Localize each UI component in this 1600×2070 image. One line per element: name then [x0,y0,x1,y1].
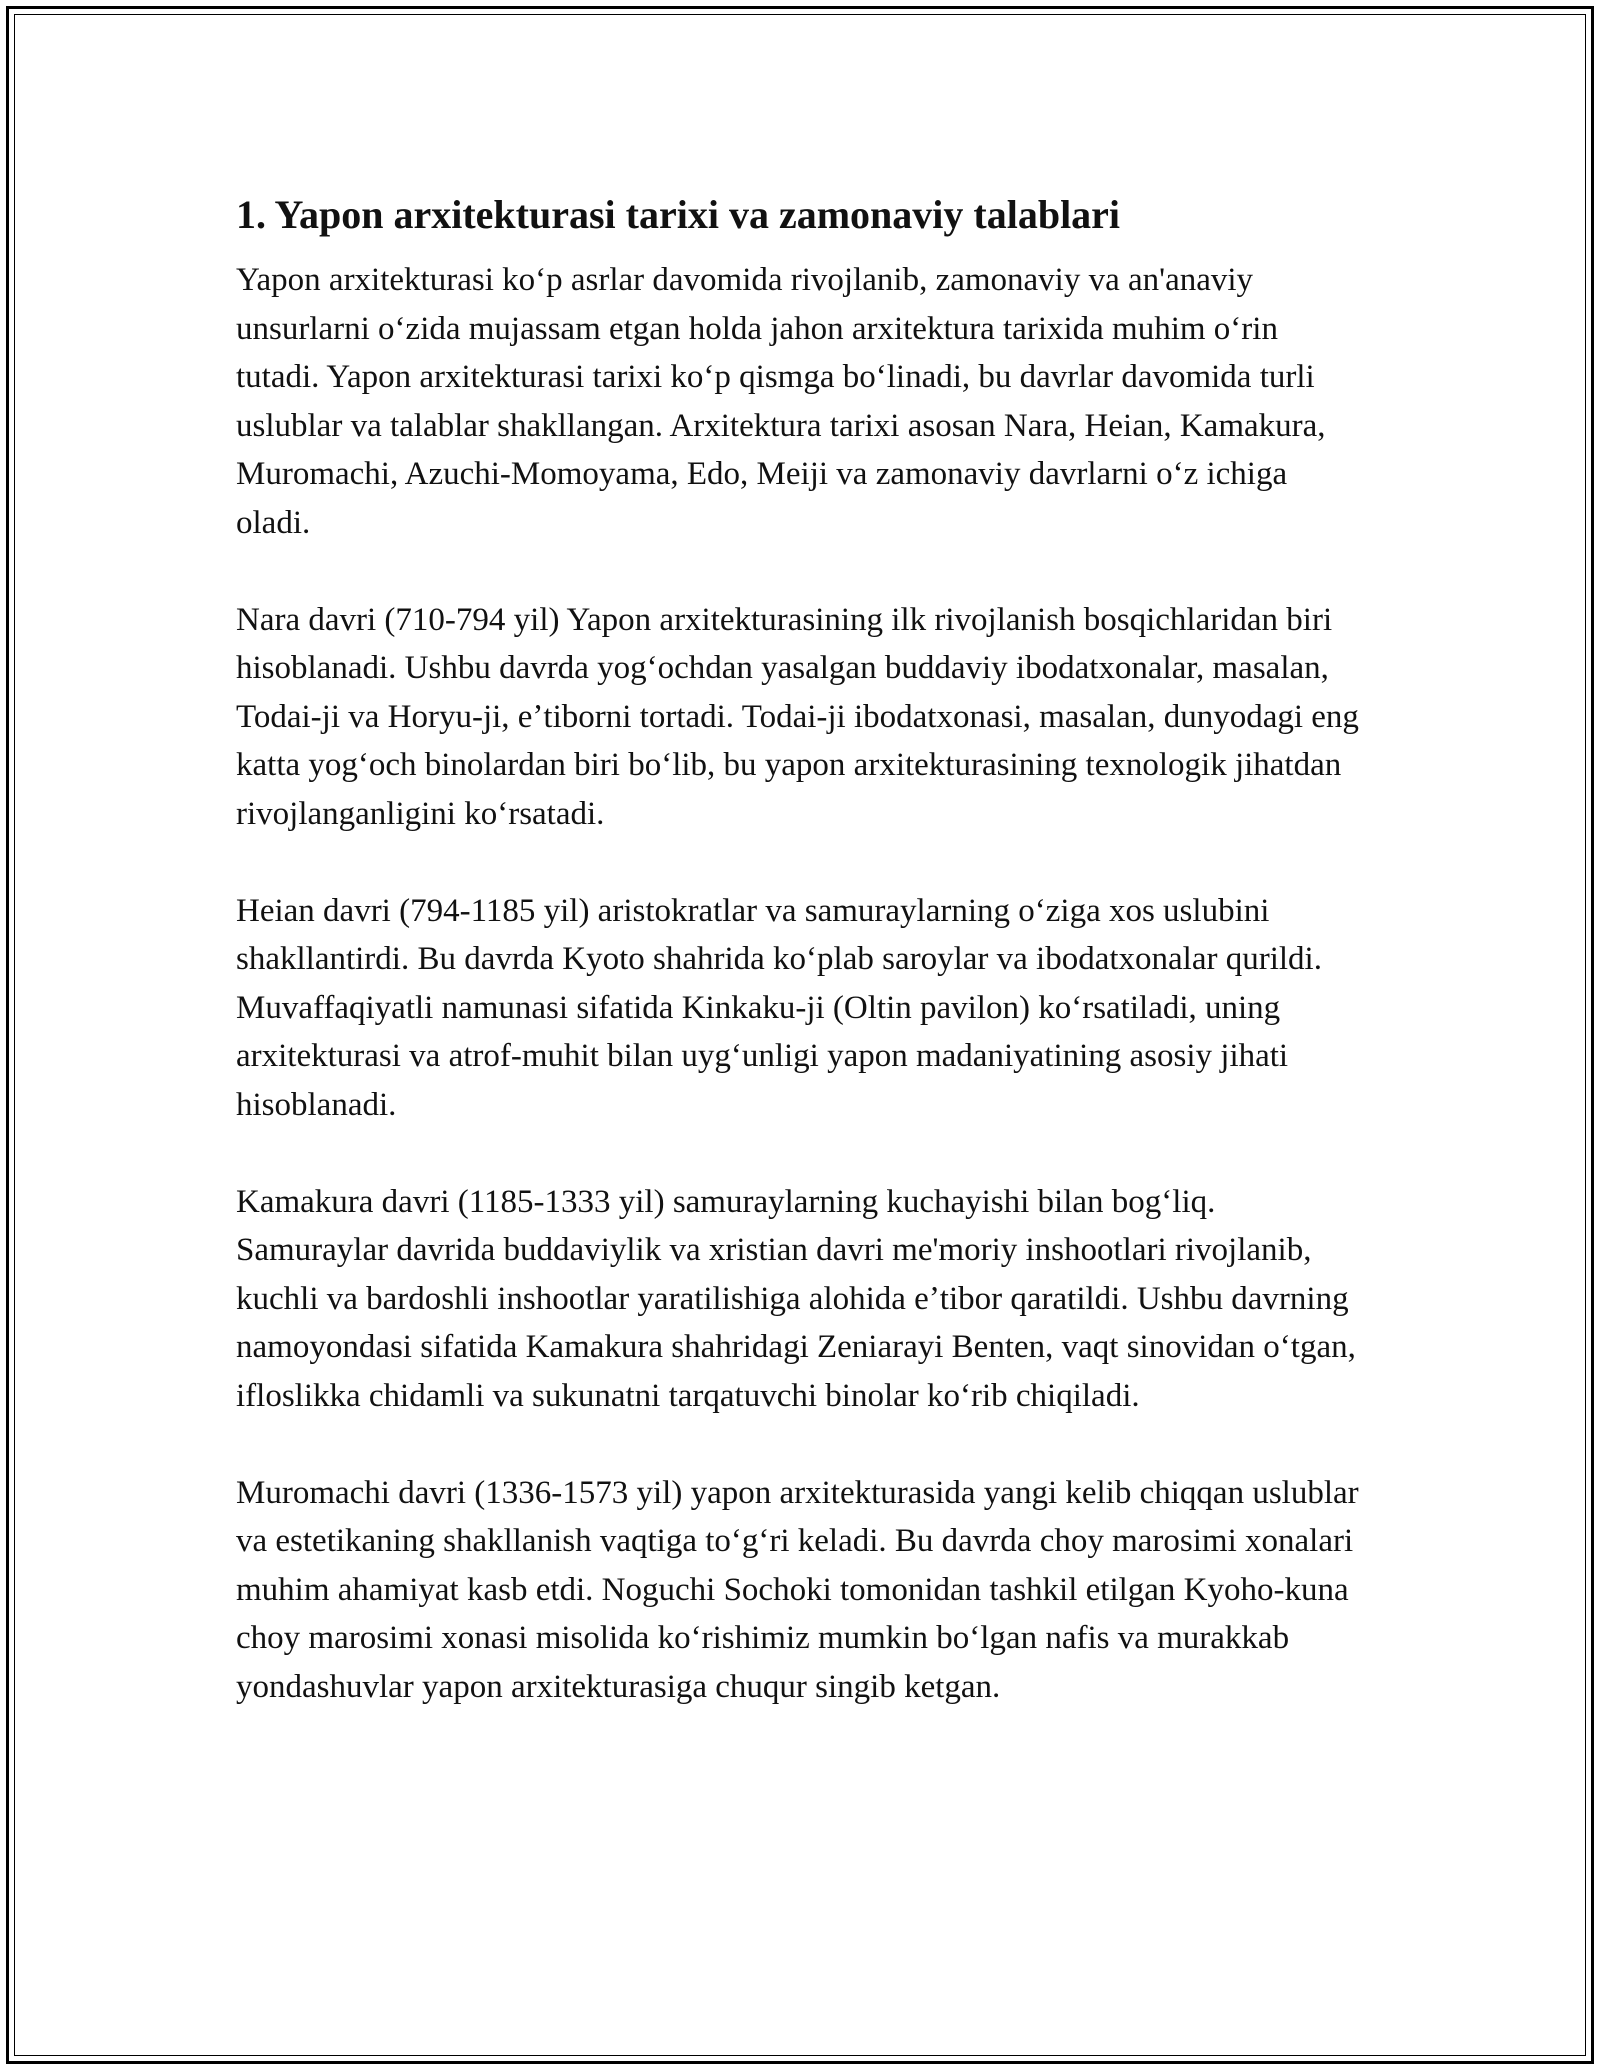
paragraph-nara: Nara davri (710-794 yil) Yapon arxitekturasining ilk rivojlanish bosqichlaridan biri hisoblanadi. Ushbu davrda yogʻochdan yasalgan buddaviy ibodatxonalar, masalan, Todai-ji va Horyu-ji, eʼtiborni tortadi. Todai-ji ibodatxonasi, masalan, dunyodagi eng katta yogʻoch binolardan biri boʻlib, bu yapon arxitekturasining texnologik jihatdan rivojlanganligini koʻrsatadi. [236,601,1359,832]
section-heading: 1. Yapon arxitekturasi tarixi va zamonaviy talablari [236,192,1121,237]
document-body [236,190,1366,1760]
paragraph-muromachi: Muromachi davri (1336-1573 yil) yapon arxitekturasida yangi kelib chiqqan uslublar va estetikaning shakllanish vaqtiga toʻgʻri keladi. Bu davrda choy marosimi xonalari muhim ahamiyat kasb etdi. Noguchi Sochoki tomonidan tashkil etilgan Kyoho-kuna choy marosimi xonasi misolida koʻrishimiz mumkin boʻlgan nafis va murakkab yondashuvlar yapon arxitekturasiga chuqur singib ketgan. [236,1474,1359,1705]
paragraph-heian: Heian davri (794-1185 yil) aristokratlar va samuraylarning oʻziga xos uslubini shakllantirdi. Bu davrda Kyoto shahrida koʻplab saroylar va ibodatxonalar qurildi. Muvaffaqiyatli namunasi sifatida Kinkaku-ji (Oltin pavilon) koʻrsatiladi, uning arxitekturasi va atrof-muhit bilan uygʻunligi yapon madaniyatining asosiy jihati hisoblanadi. [236,892,1322,1123]
paragraph-intro: Yapon arxitekturasi koʻp asrlar davomida rivojlanib, zamonaviy va an'anaviy unsurlarni oʻzida mujassam etgan holda jahon arxitektura tarixida muhim oʻrin tutadi. Yapon arxitekturasi tarixi koʻp qismga boʻlinadi, bu davrlar davomida turli uslublar va talablar shakllangan. Arxitektura tarixi asosan Nara, Heian, Kamakura, Muromachi, Azuchi-Momoyama, Edo, Meiji va zamonaviy davrlarni oʻz ichiga oladi. [236,262,1326,541]
paragraph-kamakura: Kamakura davri (1185-1333 yil) samuraylarning kuchayishi bilan bogʻliq. Samuraylar davrida buddaviylik va xristian davri me'moriy inshootlari rivojlanib, kuchli va bardoshli inshootlar yaratilishiga alohida eʼtibor qaratildi. Ushbu davrning namoyondasi sifatida Kamakura shahridagi Zeniarayi Benten, vaqt sinovidan oʻtgan, ifloslikka chidamli va sukunatni tarqatuvchi binolar koʻrib chiqiladi. [236,1183,1356,1414]
